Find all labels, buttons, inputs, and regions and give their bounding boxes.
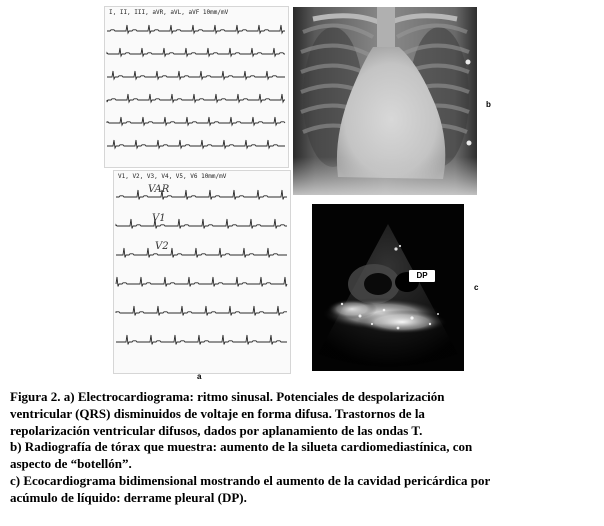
ecg-precordial-leads-strip xyxy=(113,170,291,374)
caption-line: ventricular (QRS) disminuidos de voltaje en forma difusa. Trastornos de la xyxy=(10,405,425,421)
ecg-trace-line xyxy=(107,117,285,125)
caption-line: aspecto de “botellón”. xyxy=(10,456,132,472)
echocardiogram-image xyxy=(312,204,464,371)
caption-line: b) Radiografía de tórax que muestra: aumento de la silueta cardiomediastínica, con xyxy=(10,439,473,455)
ecg-limb-leads-header: I, II, III, aVR, aVL, aVF 10mm/mV xyxy=(109,9,229,16)
figure-caption xyxy=(10,389,596,507)
ecg-precordial-leads-traces xyxy=(114,171,290,373)
panel-letter-b: b xyxy=(486,100,491,109)
ecg-trace-line xyxy=(116,306,287,315)
panel-letter-a: a xyxy=(197,372,202,381)
ecg-precordial-leads-header: V1, V2, V3, V4, V5, V6 10mm/mV xyxy=(118,173,227,180)
caption-line: Figura 2. a) Electrocardiograma: ritmo sinusal. Potenciales de despolarización xyxy=(10,389,445,404)
ecg-trace-line xyxy=(116,277,287,287)
ecg-trace-line xyxy=(116,335,287,344)
ecg-trace-line xyxy=(107,25,285,33)
handwritten-note-var: VAR xyxy=(148,184,170,195)
chest-xray-image xyxy=(293,7,477,195)
ecg-trace-line xyxy=(107,48,285,56)
ecg-limb-leads-traces xyxy=(105,7,288,167)
caption-line: c) Ecocardiograma bidimensional mostrando el aumento de la cavidad pericárdica por xyxy=(10,472,491,488)
ecg-trace-line xyxy=(116,219,287,229)
ecg-trace-line xyxy=(107,94,285,102)
caption-line: repolarización ventricular difusos, dados por aplanamiento de las ondas T. xyxy=(10,422,423,438)
ecg-trace-line xyxy=(116,248,287,258)
ecg-limb-leads-strip xyxy=(104,6,289,168)
panel-letter-c: c xyxy=(474,283,479,292)
handwritten-note-v1: V1 xyxy=(152,213,166,224)
ecg-trace-line xyxy=(107,71,285,79)
pericardial-effusion-label: DP xyxy=(409,270,435,282)
ecg-trace-line xyxy=(107,140,285,148)
caption-line: acúmulo de líquido: derrame pleural (DP). xyxy=(10,489,247,505)
handwritten-note-v2: V2 xyxy=(155,241,169,252)
ecg-trace-line xyxy=(116,190,287,199)
